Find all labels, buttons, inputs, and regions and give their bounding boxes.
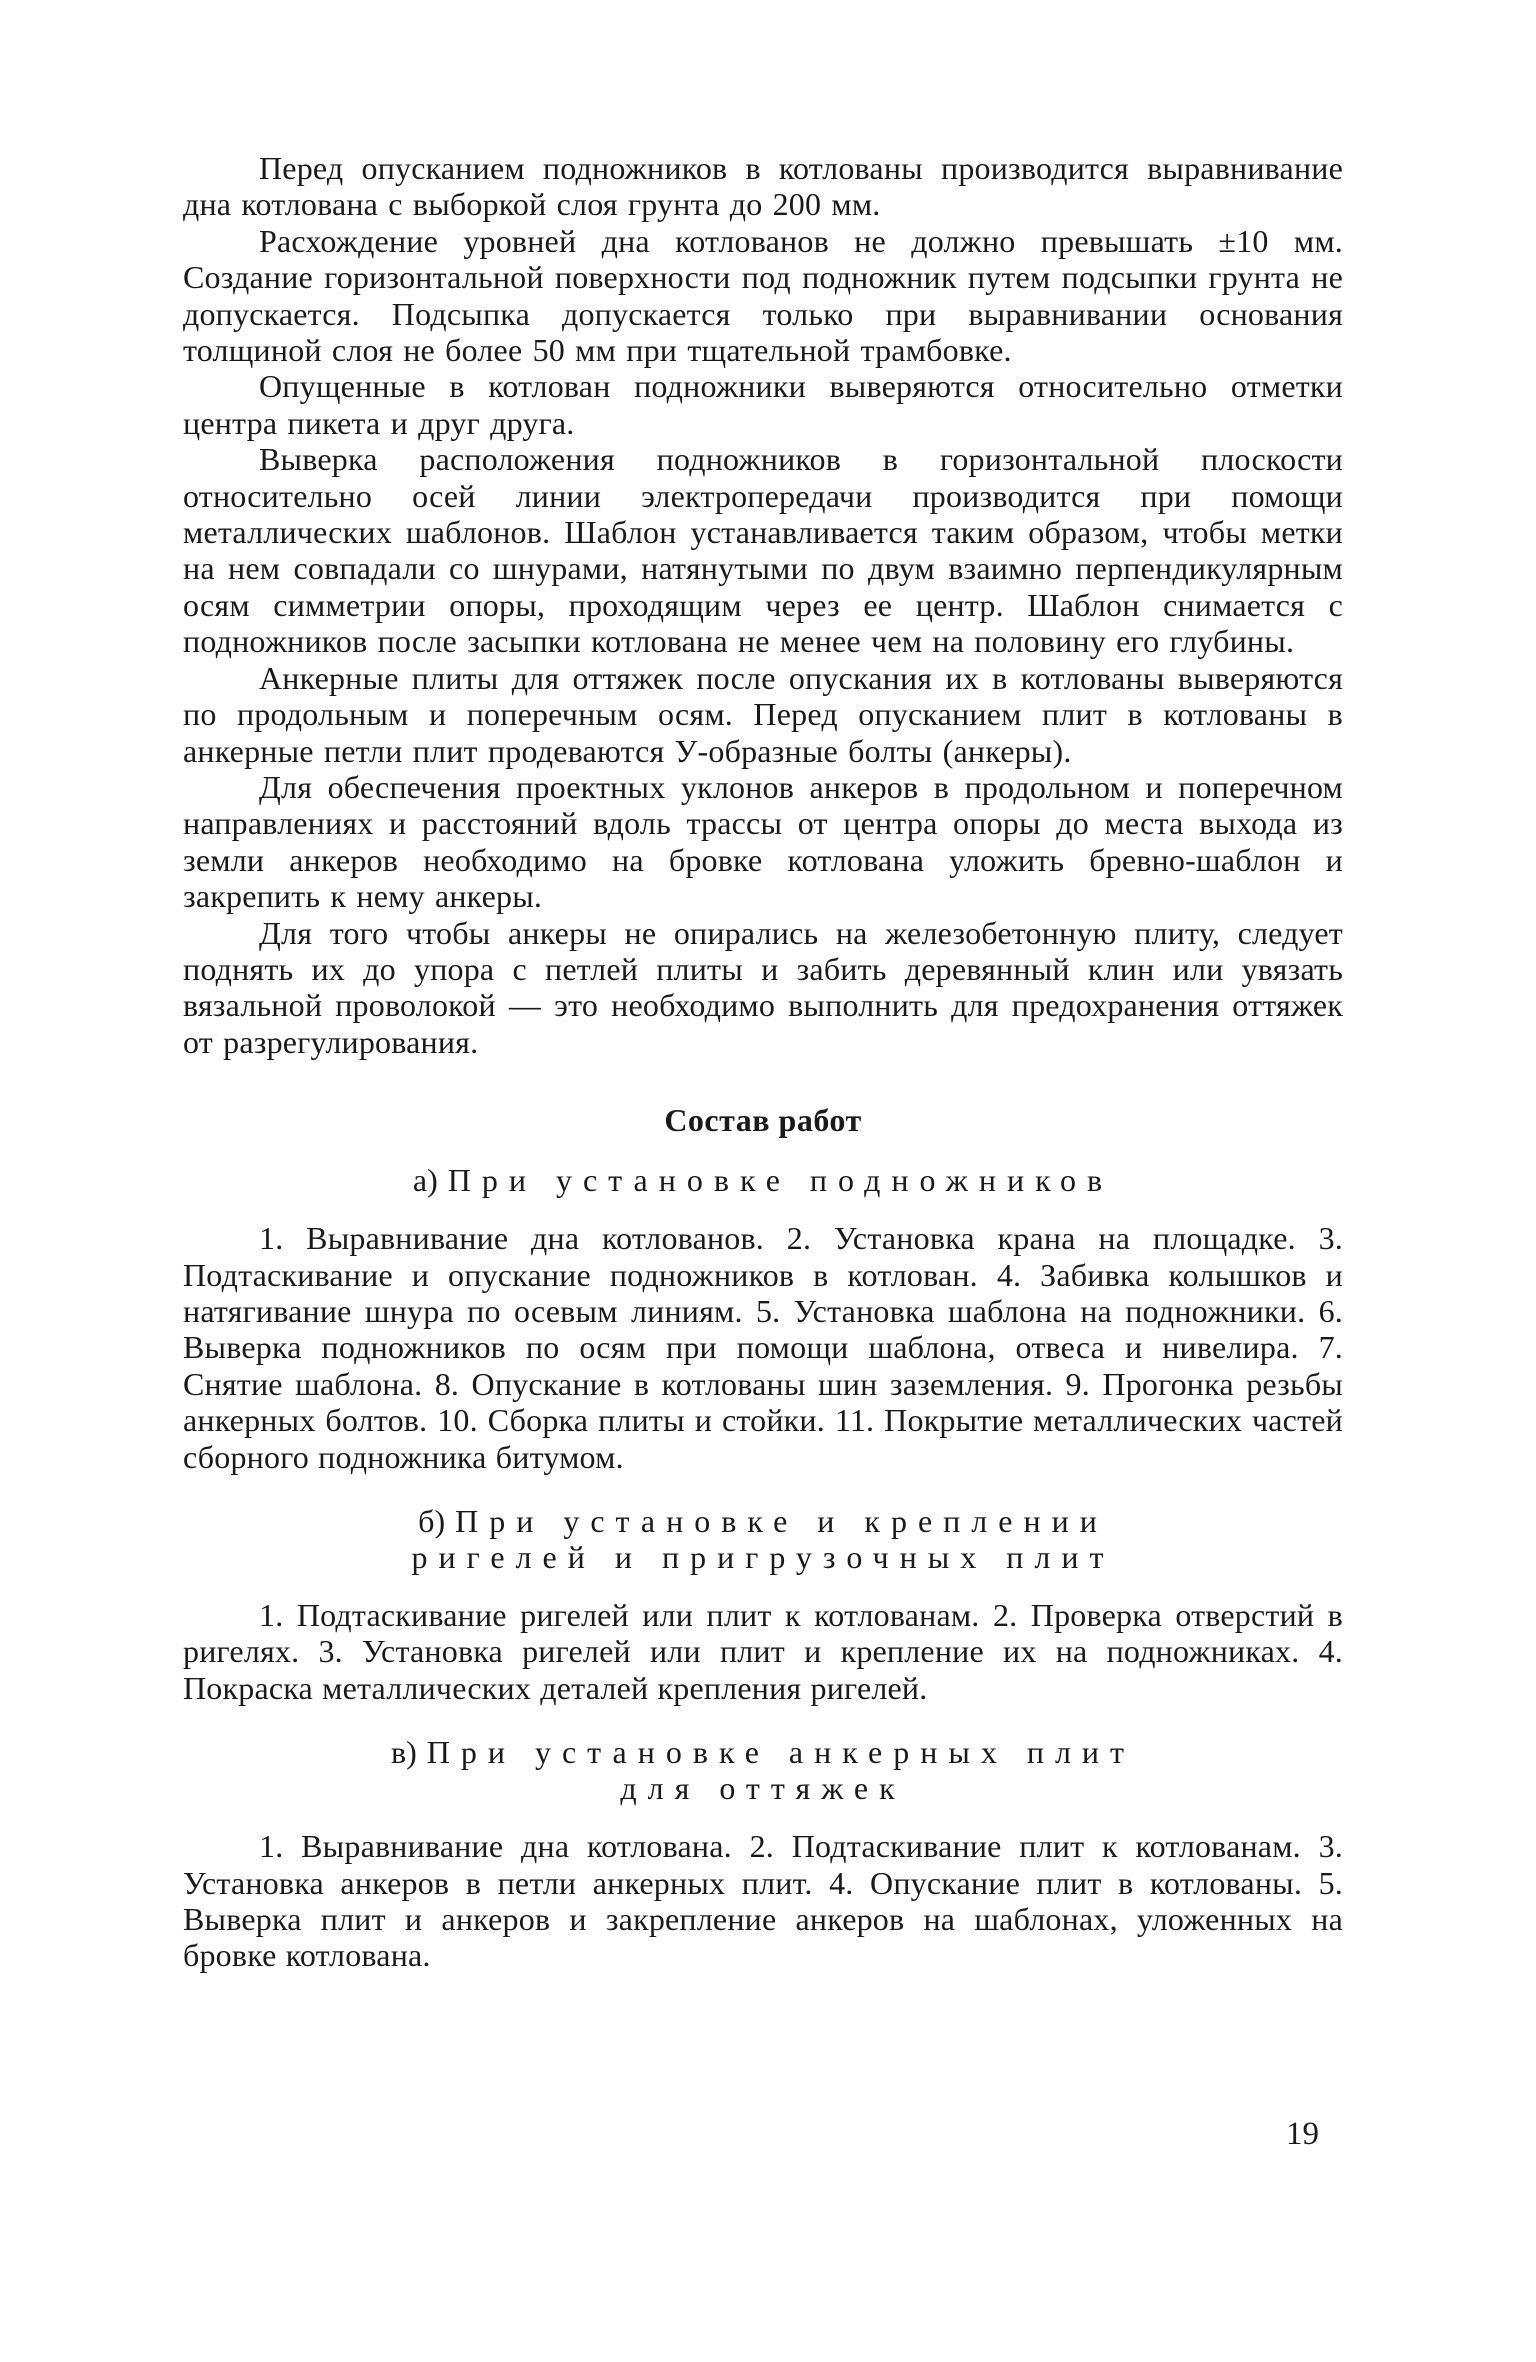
paragraph-2: Расхождение уровней дна котлованов не должно превышать ±10 мм. Создание горизонтальной поверхности под подножник путем подсыпки грунта не допускается. Подсыпка допускается только при выравнивании основания толщиной слоя не более 50 мм при тщательной трамбовке. bbox=[183, 222, 1343, 369]
page-content bbox=[183, 150, 1343, 1974]
paragraph-4: Выверка расположения подножников в горизонтальной плоскости относительно осей линии электропередачи производится при помощи металлических шаблонов. Шаблон устанавливается таким образом, чтобы метки на нем совпадали со шнурами, натянутыми по двум взаимно перпендикулярным осям симметрии опоры, проходящим через ее центр. Шаблон снимается с подножников после засыпки котлована не менее чем на половину его глубины. bbox=[183, 441, 1343, 660]
section-b-text: 1. Подтаскивание ригелей или плит к котлованам. 2. Проверка отверстий в ригелях. 3. Установка ригелей или плит и крепление их на подножниках. 4. Покраска металлических деталей крепления ригелей. bbox=[183, 1597, 1343, 1706]
subheading-b bbox=[183, 1503, 1343, 1575]
paragraph-3: Опущенные в котлован подножники выверяются относительно отметки центра пикета и друг друга. bbox=[183, 368, 1343, 441]
subheading-a-title: При установке подножников bbox=[447, 1162, 1114, 1199]
section-c-text: 1. Выравнивание дна котлована. 2. Подтаскивание плит к котлованам. 3. Установка анкеров в петли анкерных плит. 4. Опускание плит в котлованы. 5. Выверка плит и анкеров и закрепление анкеров на шаблонах, уложенных на бровке котлована. bbox=[183, 1828, 1343, 1974]
paragraph-7: Для того чтобы анкеры не опирались на железобетонную плиту, следует поднять их до упора с петлей плиты и забить деревянный клин или увязать вязальной проволокой — это необходимо выполнить для предохранения оттяжек от разрегулирования. bbox=[183, 914, 1343, 1060]
section-a-text: 1. Выравнивание дна котлованов. 2. Установка крана на площадке. 3. Подтаскивание и опускание подножников в котлован. 4. Забивка колышков и натягивание шнура по осевым линиям. 5. Установка шаблона на подножники. 6. Выверка подножников по осям при помощи шаблона, отвеса и нивелира. 7. Снятие шаблона. 8. Опускание в котлованы шин заземления. 9. Прогонка резьбы анкерных болтов. 10. Сборка плиты и стойки. 11. Покрытие металлических частей сборного подножника битумом. bbox=[183, 1220, 1343, 1475]
subheading-b-title-line1: При установке и креплении bbox=[455, 1503, 1108, 1539]
subheading-c-title-line2: для оттяжек bbox=[620, 1770, 906, 1807]
paragraph-6: Для обеспечения проектных уклонов анкеров в продольном и поперечном направлениях и расстояний вдоль трассы от центра опоры до места выхода из земли анкеров необходимо на бровке котлована уложить бревно-шаблон и закрепить к нему анкеры. bbox=[183, 768, 1343, 915]
page-number: 19 bbox=[1286, 2116, 1319, 2152]
subheading-a-marker: а) bbox=[412, 1162, 438, 1199]
paragraph-1: Перед опусканием подножников в котлованы производится выравнивание дна котлована с выборкой слоя грунта до 200 мм. bbox=[183, 150, 1343, 223]
section-heading: Состав работ bbox=[664, 1102, 862, 1139]
subheading-a bbox=[183, 1162, 1343, 1198]
subheading-c-marker: в) bbox=[390, 1734, 417, 1771]
subheading-c-title-line1: При установке анкерных плит bbox=[426, 1734, 1136, 1771]
subheading-b-marker: б) bbox=[418, 1503, 446, 1539]
paragraph-5: Анкерные плиты для оттяжек после опускания их в котлованы выверяются по продольным и поперечным осям. Перед опусканием плит в котлованы в анкерные петли плит продеваются У-образные болты (анкеры). bbox=[183, 659, 1343, 769]
subheading-c bbox=[183, 1734, 1343, 1806]
subheading-b-title-line2: ригелей и пригрузочных плит bbox=[411, 1539, 1115, 1575]
